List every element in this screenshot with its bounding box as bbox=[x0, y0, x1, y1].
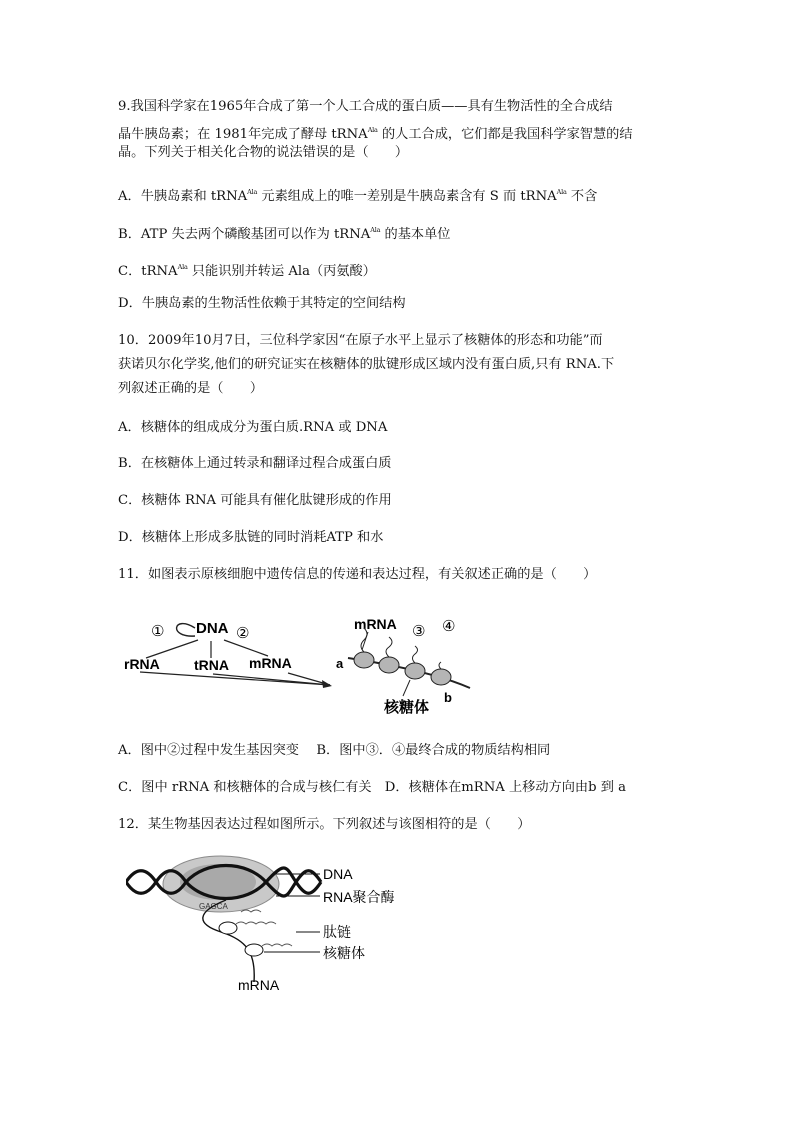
q12-figure bbox=[126, 852, 416, 997]
q10-option-a: A．核糖体的组成成分为蛋白质.RNA 或 DNA bbox=[118, 420, 388, 435]
q12-label-peptide: 肽链 bbox=[323, 924, 351, 940]
q9-stem-line1: 9.我国科学家在1965年合成了第一个人工合成的蛋白质——具有生物活性的全合成结 bbox=[118, 99, 613, 114]
q11-peptide-2 bbox=[386, 637, 392, 657]
q12-label-mrna: mRNA bbox=[238, 977, 280, 993]
q10-stem-line1: 10．2009年10月7日，三位科学家因“在原子水平上显示了核糖体的形态和功能”而 bbox=[118, 333, 603, 348]
q12-mrna-strand bbox=[203, 900, 254, 982]
q12-peptide-2 bbox=[262, 944, 292, 946]
q9-option-b: B．ATP 失去两个磷酸基团可以作为 tRNA$^{Ala}$ 的基本单位 bbox=[118, 226, 451, 242]
q12-label-dna: DNA bbox=[323, 866, 353, 882]
q11-options-ab: A．图中②过程中发生基因突变 B．图中③．④最终合成的物质结构相同 bbox=[118, 743, 551, 758]
q11-label-mrna: mRNA bbox=[249, 655, 292, 671]
q11-label-trna: tRNA bbox=[194, 657, 229, 673]
q12-peptide-1 bbox=[236, 922, 276, 924]
q11-label-circle3: ③ bbox=[412, 623, 426, 640]
q11-label-a: a bbox=[336, 656, 344, 671]
q12-label-polymerase: RNA聚合酶 bbox=[323, 889, 395, 905]
q11-peptide-4 bbox=[439, 662, 441, 669]
q11-label-circle4: ④ bbox=[442, 618, 456, 635]
q9-stem-line3: 晶。下列关于相关化合物的说法错误的是（ ） bbox=[118, 145, 409, 160]
q11-label-b: b bbox=[444, 690, 452, 705]
q9-stem-line2: 晶牛胰岛素；在 1981年完成了酵母 tRNA$^{Ala}$ 的人工合成，它们都是我国科学家智慧的结 bbox=[118, 126, 633, 142]
q11-arrow-head bbox=[322, 680, 332, 688]
q11-label-dna: DNA bbox=[196, 620, 229, 637]
q10-stem-line3: 列叙述正确的是（ ） bbox=[118, 381, 264, 396]
q11-replication-loop bbox=[177, 624, 195, 637]
q10-option-b: B．在核糖体上通过转录和翻译过程合成蛋白质 bbox=[118, 456, 392, 471]
q10-option-d: D．核糖体上形成多肽链的同时消耗ATP 和水 bbox=[118, 530, 384, 545]
q12-label-ribosome: 核糖体 bbox=[323, 945, 365, 961]
q11-label-circle2: ② bbox=[236, 625, 250, 642]
q11-label-rrna: rRNA bbox=[124, 656, 160, 672]
q11-figure bbox=[118, 606, 478, 726]
q11-label-mrna-right: mRNA bbox=[354, 616, 397, 632]
q11-label-circle1: ① bbox=[151, 623, 165, 640]
q11-options-cd: C．图中 rRNA 和核糖体的合成与核仁有关 D．核糖体在mRNA 上移动方向由b 到 a bbox=[118, 780, 626, 795]
q11-arrow-to-mrna bbox=[224, 640, 268, 656]
q11-peptide-3 bbox=[413, 646, 418, 663]
q11-ribosome-2 bbox=[379, 657, 399, 673]
q9-option-d: D．牛胰岛素的生物活性依赖于其特定的空间结构 bbox=[118, 296, 406, 311]
q9-option-c: C．tRNA$^{Ala}$ 只能识别并转运 Ala（丙氨酸） bbox=[118, 263, 376, 279]
q12-ribosome-1 bbox=[219, 922, 237, 934]
q12-ribosome-2 bbox=[245, 944, 263, 956]
q11-ribosome-4 bbox=[431, 669, 451, 685]
q11-ribosome-1 bbox=[354, 652, 374, 668]
q11-ribosome-3 bbox=[405, 663, 425, 679]
q9-option-a: A．牛胰岛素和 tRNA$^{Ala}$ 元素组成上的唯一差别是牛胰岛素含有 S 而 tRNA$^{Ala}$ 不含 bbox=[118, 188, 598, 204]
q11-stem: 11．如图表示原核细胞中遗传信息的传递和表达过程，有关叙述正确的是（ ） bbox=[118, 567, 597, 582]
q10-stem-line2: 获诺贝尔化学奖,他们的研究证实在核糖体的肽键形成区域内没有蛋白质,只有 RNA.下 bbox=[118, 357, 615, 372]
q12-stem: 12．某生物基因表达过程如图所示。下列叙述与该图相符的是（ ） bbox=[118, 817, 531, 832]
q11-label-ribosome: 核糖体 bbox=[384, 699, 430, 716]
q12-label-seq: GAGCA bbox=[199, 902, 228, 911]
q10-option-c: C．核糖体 RNA 可能具有催化肽键形成的作用 bbox=[118, 493, 392, 508]
